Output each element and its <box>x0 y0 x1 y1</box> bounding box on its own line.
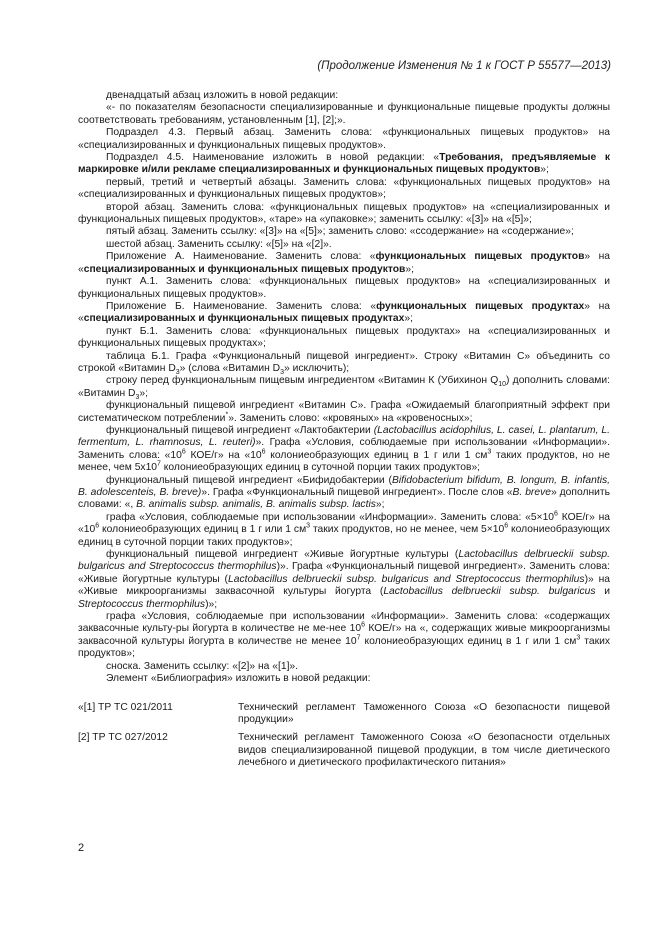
paragraph: пункт Б.1. Заменить слова: «функциональных пищевых продуктах» на «специализированных и функциональных пищевых продуктах»; <box>78 325 610 350</box>
text-run: таких продуктов, но не менее, чем 5х10 <box>78 449 610 474</box>
bibliography <box>78 702 610 770</box>
paragraph: Подраздел 4.3. Первый абзац. Заменить слова: «функциональных пищевых продуктов» на «специализированных и функциональных пищевых продуктов». <box>78 127 610 151</box>
document-header: (Продолжение Изменения № 1 к ГОСТ Р 55577—2013) <box>317 60 611 72</box>
superscript: 6 <box>95 522 100 530</box>
text-run: Приложение А. Наименование. Заменить слова: « <box>106 251 376 263</box>
text-run: » на « <box>78 300 611 325</box>
paragraph <box>78 611 610 661</box>
bold-text: Требования, предъявляемые к маркировке и/или рекламе специализированных и функциональных пищевых продуктов <box>78 152 610 176</box>
text-run: функциональный пищевой ингредиент «Живые йогуртные культуры ( <box>106 549 459 561</box>
paragraph: сноска. Заменить ссылку: «[2]» на «[1]». <box>106 660 299 672</box>
paragraph <box>78 375 610 400</box>
paragraph <box>78 549 610 611</box>
superscript: 3 <box>306 522 311 530</box>
subscript: 3 <box>280 368 285 376</box>
bibliography-entry <box>78 732 610 769</box>
text-run: таких продуктов, но не менее, чем 5×10 <box>310 524 505 536</box>
reference-text: Технический регламент Таможенного Союза «О безопасности отдельных видов специализированной пищевой продукции, в том числе диетического лечебного и диетического профилактического питания» <box>238 732 610 769</box>
text-run: )» на «Живые микроорганизмы заквасочной культуры йогурта ( <box>78 573 610 598</box>
text-run: » на « <box>78 251 610 275</box>
paragraph: двенадцатый абзац изложить в новой редакции: <box>106 90 339 101</box>
paragraph <box>78 400 610 425</box>
text-run: » (слова «Витамин D <box>179 362 281 374</box>
paragraph <box>78 475 610 512</box>
superscript: 6 <box>361 622 365 630</box>
text-run: »; <box>405 263 414 275</box>
paragraph <box>78 425 610 475</box>
page-number: 2 <box>78 842 85 854</box>
text-run: ) дополнить словами: «Витамин D <box>78 375 610 399</box>
italic-text: B. animalis subsp. animalis, B. animalis subsp. lactis <box>136 499 376 511</box>
italic-text: Lactobacillus delbrueckii subsp. bulgaricus and Streptococcus thermophilus <box>78 549 611 573</box>
text-run: »; <box>139 387 148 399</box>
bibliography-entry <box>78 702 610 727</box>
paragraph: первый, третий и четвертый абзацы. Заменить слова: «функциональных пищевых продуктов» на «специализированных и функциональных пищевых продуктов»; <box>78 176 610 201</box>
text-run: »; <box>404 313 413 325</box>
superscript: 3 <box>576 634 581 642</box>
paragraph: пятый абзац. Заменить ссылку: «[3]» на «[5]»; заменить слово: «ссодержание» на «содержание»; <box>106 226 574 238</box>
paragraph <box>78 152 610 177</box>
text-run: Приложение Б. Наименование. Заменить слова: « <box>106 300 377 312</box>
italic-text: Streptococcus thermophilus <box>78 598 206 610</box>
text-run: функциональный пищевой ингредиент «Бифидобактерии ( <box>106 474 392 486</box>
text-run: ». Графа «Функциональный пищевой ингредиент». После слов « <box>201 487 513 498</box>
document-body <box>78 90 610 776</box>
paragraph: Элемент «Библиография» изложить в новой редакции: <box>106 673 371 685</box>
italic-text: Lactobacillus delbrueckii subsp. bulgaricus and Streptococcus thermophilus <box>228 573 585 585</box>
superscript: 6 <box>504 522 509 530</box>
superscript: 7 <box>157 460 161 468</box>
italic-text: Lactobacillus delbrueckii subsp. bulgaricus <box>383 586 596 598</box>
bold-text: специализированных и функциональных пищевых продуктах <box>83 313 405 325</box>
italic-text: Bifidobacterium bifidum, B. longum, B. infantis, B. adolescenteis, B. breve) <box>78 474 610 498</box>
text-run: функциональный пищевой ингредиент «Витамин С». Графа «Ожидаемый благоприятный эффект при систематическом потреблении <box>78 400 610 424</box>
subscript: 3 <box>135 393 140 401</box>
text-run: колониеобразующих единиц в 1 г или 1 см <box>99 524 307 536</box>
subscript: 3 <box>175 368 180 376</box>
superscript: 6 <box>554 510 558 518</box>
text-run: » дополнить словами: «, <box>78 487 610 511</box>
bold-text: функциональных пищевых продуктов <box>375 251 585 263</box>
text-run: )»; <box>205 598 218 610</box>
text-run: графа «Условия, соблюдаемые при использовании «Информации». Заменить слова: «5×10 <box>106 511 555 523</box>
text-run: КОЕ/г» на «, содержащих живые микроорганизмы заквасочной культуры йогурта в количестве не менее 10 <box>78 623 611 647</box>
bold-text: функциональных пищевых продуктах <box>376 300 585 312</box>
paragraph <box>78 512 610 549</box>
superscript: 6 <box>181 448 186 456</box>
text-run: »; <box>375 499 385 511</box>
paragraph <box>78 301 610 326</box>
text-run: ». Заменить слово: «кровяных» на «кровеносных»; <box>228 412 473 424</box>
superscript: * <box>225 411 229 419</box>
paragraph: пункт А.1. Заменить слова: «функциональных пищевых продуктов» на «специализированных и функциональных пищевых продуктов». <box>78 276 610 300</box>
text-run: КОЕ/г» на «10 <box>185 449 262 461</box>
text-run: колониеобразующих единиц в 1 г или 1 см <box>360 635 577 647</box>
bold-text: специализированных и функциональных пищевых продуктов <box>83 263 406 275</box>
text-run: КОЕ/г» на «10 <box>78 511 610 536</box>
text-run: строку перед функциональным пищевым ингредиентом «Витамин К (Убихинон Q <box>106 375 499 387</box>
superscript: 3 <box>487 448 492 456</box>
reference-text: Технический регламент Таможенного Союза «О безопасности пищевой продукции» <box>238 701 610 725</box>
text-run: » исключить); <box>284 362 350 374</box>
text-run: ». Графа «Условия, соблюдаемые при использовании «Информации». Заменить слова: «10 <box>78 437 611 461</box>
reference-code: [2] ТР ТС 027/2012 <box>78 732 168 744</box>
text-run: графа «Условия, соблюдаемые при использовании «Информации». Заменить слова: «содержащих заквасочные культу-ры йогурта в количестве не ме-нее 10 <box>78 611 610 635</box>
text-run: )». Графа «Функциональный пищевой ингредиент». Заменить слова: «Живые йогуртные культуры ( <box>78 561 610 585</box>
paragraph: шестой абзац. Заменить ссылку: «[5]» на «[2]». <box>106 238 332 250</box>
text-run: Подраздел 4.5. Наименование изложить в новой редакции: « <box>106 152 440 164</box>
text-run: таких продуктов»; <box>78 635 610 660</box>
text-run: таблица Б.1. Графа «Функциональный пищевой ингредиент». Строку «Витамин С» объединить со строкой «Витамин D <box>78 350 610 374</box>
italic-text: (Lactobacillus acidophilus, L. casei, L. plantarum, L. fermentum, L. rhamnosus, L. reuteri) <box>78 424 610 449</box>
paragraph <box>78 251 610 276</box>
text-run: »; <box>540 164 549 176</box>
subscript: 10 <box>498 381 507 389</box>
text-run: колониеобразующих единиц в суточной порции таких продуктов»; <box>160 462 481 474</box>
superscript: 6 <box>261 448 266 456</box>
text-run: колониеобразующих единиц в суточной порции таких продуктов»; <box>78 524 610 548</box>
paragraph <box>78 351 610 376</box>
superscript: 7 <box>356 634 361 642</box>
reference-code: «[1] ТР ТС 021/2011 <box>78 701 173 713</box>
text-run: и <box>595 586 610 598</box>
paragraph: «- по показателям безопасности специализированные и функциональные пищевые продукты должны соответствовать требованиям, установленным [1], [2];». <box>78 102 610 126</box>
italic-text: B. breve <box>512 487 551 498</box>
paragraph: второй абзац. Заменить слова: «функциональных пищевых продуктов» на «специализированных и функциональных пищевых продуктов», «таре» на «упаковке»; заменить ссылку: «[3]» на «[5]»; <box>78 201 610 226</box>
text-run: колониеобразующих единиц в 1 г или 1 см <box>265 449 488 461</box>
text-run: функциональный пищевой ингредиент «Лактобактерии <box>106 424 374 436</box>
